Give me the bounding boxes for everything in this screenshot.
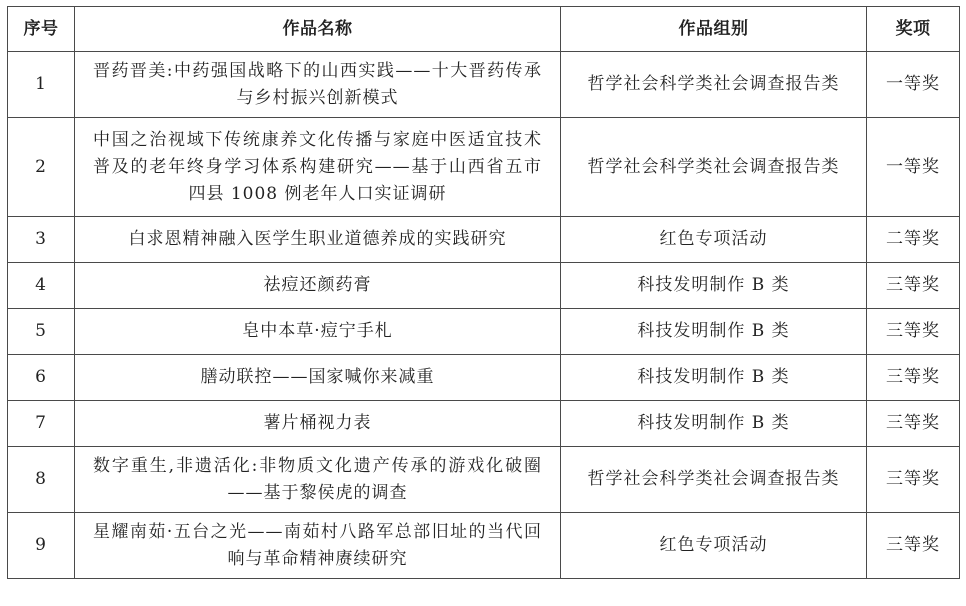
row-no: 3 — [8, 217, 75, 263]
header-award: 奖项 — [867, 7, 960, 52]
row-no: 4 — [8, 263, 75, 309]
row-group: 红色专项活动 — [561, 513, 867, 579]
row-award: 三等奖 — [867, 263, 960, 309]
row-group: 红色专项活动 — [561, 217, 867, 263]
row-award: 三等奖 — [867, 309, 960, 355]
row-group: 科技发明制作 B 类 — [561, 355, 867, 401]
row-name: 白求恩精神融入医学生职业道德养成的实践研究 — [75, 217, 561, 263]
row-group: 科技发明制作 B 类 — [561, 263, 867, 309]
awards-document — [7, 6, 959, 579]
table-row — [8, 217, 960, 263]
row-name: 数字重生,非遗活化:非物质文化遗产传承的游戏化破圈——基于黎侯虎的调查 — [75, 447, 561, 513]
row-award: 三等奖 — [867, 447, 960, 513]
row-name: 膳动联控——国家喊你来减重 — [75, 355, 561, 401]
awards-table — [7, 6, 960, 579]
row-group: 科技发明制作 B 类 — [561, 309, 867, 355]
table-row — [8, 118, 960, 217]
row-no: 8 — [8, 447, 75, 513]
row-name: 薯片桶视力表 — [75, 401, 561, 447]
row-award: 一等奖 — [867, 118, 960, 217]
row-name: 中国之治视域下传统康养文化传播与家庭中医适宜技术普及的老年终身学习体系构建研究——基于山西省五市四县 1008 例老年人口实证调研 — [75, 118, 561, 217]
row-no: 9 — [8, 513, 75, 579]
row-group: 哲学社会科学类社会调查报告类 — [561, 118, 867, 217]
row-award: 三等奖 — [867, 355, 960, 401]
row-no: 7 — [8, 401, 75, 447]
table-row — [8, 447, 960, 513]
table-row — [8, 401, 960, 447]
row-group: 科技发明制作 B 类 — [561, 401, 867, 447]
row-no: 2 — [8, 118, 75, 217]
row-award: 三等奖 — [867, 401, 960, 447]
row-group: 哲学社会科学类社会调查报告类 — [561, 52, 867, 118]
row-no: 5 — [8, 309, 75, 355]
row-name: 星耀南茹·五台之光——南茹村八路军总部旧址的当代回响与革命精神赓续研究 — [75, 513, 561, 579]
row-no: 6 — [8, 355, 75, 401]
header-group: 作品组别 — [561, 7, 867, 52]
table-row — [8, 263, 960, 309]
table-row — [8, 309, 960, 355]
table-row — [8, 513, 960, 579]
row-name: 祛痘还颜药膏 — [75, 263, 561, 309]
row-award: 三等奖 — [867, 513, 960, 579]
row-award: 一等奖 — [867, 52, 960, 118]
table-header-row — [8, 7, 960, 52]
header-name: 作品名称 — [75, 7, 561, 52]
row-group: 哲学社会科学类社会调查报告类 — [561, 447, 867, 513]
table-row — [8, 355, 960, 401]
row-no: 1 — [8, 52, 75, 118]
header-no: 序号 — [8, 7, 75, 52]
row-name: 晋药晋美:中药强国战略下的山西实践——十大晋药传承与乡村振兴创新模式 — [75, 52, 561, 118]
row-award: 二等奖 — [867, 217, 960, 263]
row-name: 皂中本草·痘宁手札 — [75, 309, 561, 355]
table-row — [8, 52, 960, 118]
